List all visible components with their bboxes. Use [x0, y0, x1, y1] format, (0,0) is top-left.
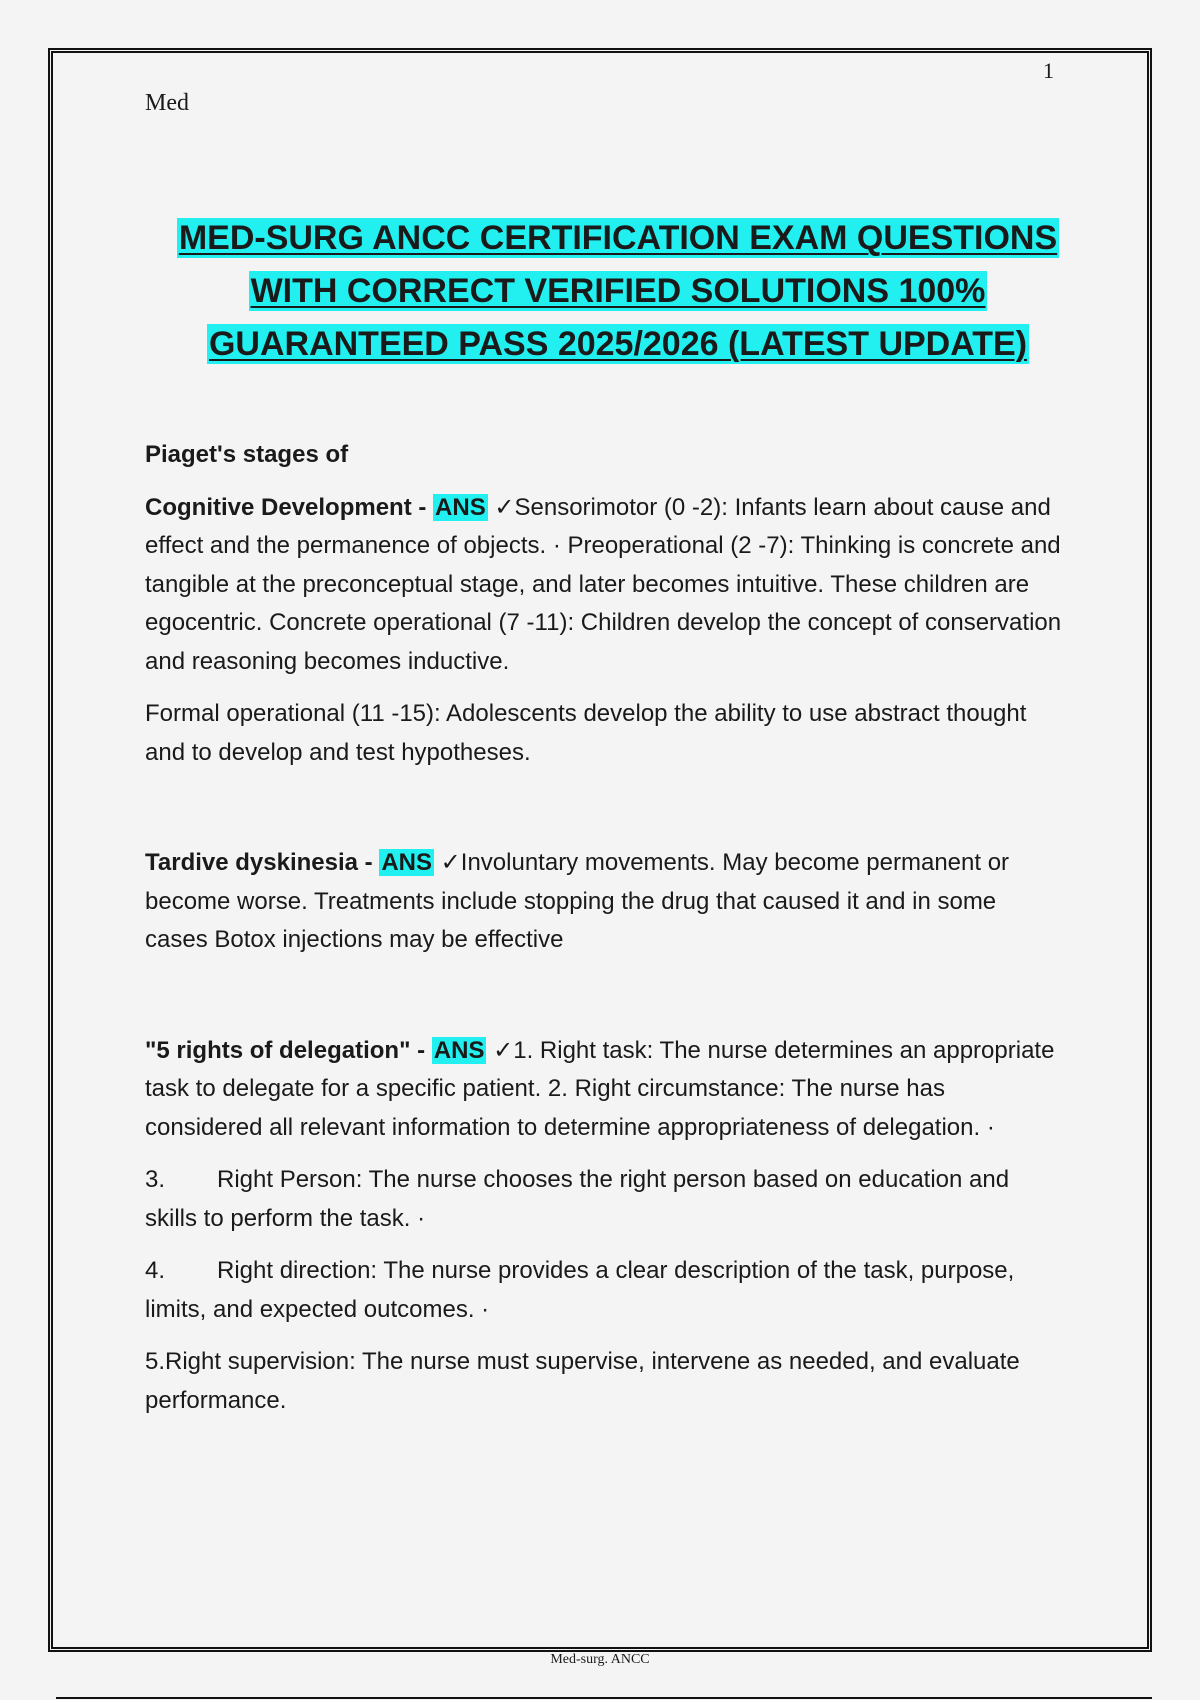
tardive-term: Tardive dyskinesia - [145, 849, 380, 876]
ans-label: ANS [433, 1036, 485, 1064]
page-footer: Med-surg. ANCC [550, 1652, 650, 1667]
title-line-1: MED-SURG ANCC CERTIFICATION EXAM QUESTIONS [178, 219, 1058, 257]
title-line-2: WITH CORRECT VERIFIED SOLUTIONS 100% [250, 272, 986, 310]
delegation-item-5: 5.Right supervision: The nurse must supervise, intervene as needed, and evaluate performance. [145, 1348, 1020, 1414]
running-header: Med [145, 90, 189, 116]
checkmark-icon: ✓ [440, 849, 461, 876]
document-title [145, 212, 1091, 371]
item-text: Right direction: The nurse provides a clear description of the task, purpose, limits, and expected outcomes. · [145, 1257, 1015, 1323]
delegation-term: "5 rights of delegation" - [145, 1036, 432, 1064]
piaget-heading: Piaget's stages of [145, 441, 349, 468]
ans-label: ANS [381, 849, 432, 876]
item-number: 3. [145, 1166, 166, 1193]
item-number: 4. [145, 1257, 166, 1284]
footer-rule [56, 1697, 1152, 1699]
tardive-answer: Involuntary movements. May become permanent or become worse. Treatments include stopping the drug that caused it and in some cases Botox injections may be effective [145, 849, 1010, 953]
page-number: 1 [1043, 58, 1054, 83]
delegation-answer: 1. Right task: The nurse determines an appropriate task to delegate for a specific patient. 2. Right circumstance: The nurse has considered all relevant information to determine appropriateness of delegation. · [145, 1036, 1055, 1141]
piaget-term: Cognitive Development - [145, 493, 434, 521]
title-line-3: GUARANTEED PASS 2025/2026 (LATEST UPDATE) [208, 325, 1028, 363]
tardive-entry [145, 844, 1065, 960]
document-body [145, 436, 1065, 1420]
ans-label: ANS [435, 493, 486, 521]
piaget-answer: Sensorimotor (0 -2): Infants learn about cause and effect and the permanence of objects. · Preoperational (2 -7): Thinking is concrete and tangible at the preconceptual stage, and later becomes intuitive. These children are egocentric. Concrete operational (7 -11): Children develop the concept of conservation and reasoning becomes inductive. [145, 493, 1062, 675]
delegation-item-3 [145, 1161, 1065, 1238]
checkmark-icon: ✓ [493, 1036, 514, 1064]
delegation-item-4 [145, 1252, 1065, 1329]
piaget-extra: Formal operational (11 -15): Adolescents develop the ability to use abstract thought and to develop and test hypotheses. [145, 700, 1027, 766]
delegation-entry [145, 1032, 1065, 1148]
checkmark-icon: ✓ [494, 493, 515, 521]
item-text: Right Person: The nurse chooses the right person based on education and skills to perform the task. · [145, 1166, 1010, 1232]
piaget-entry [145, 489, 1065, 682]
